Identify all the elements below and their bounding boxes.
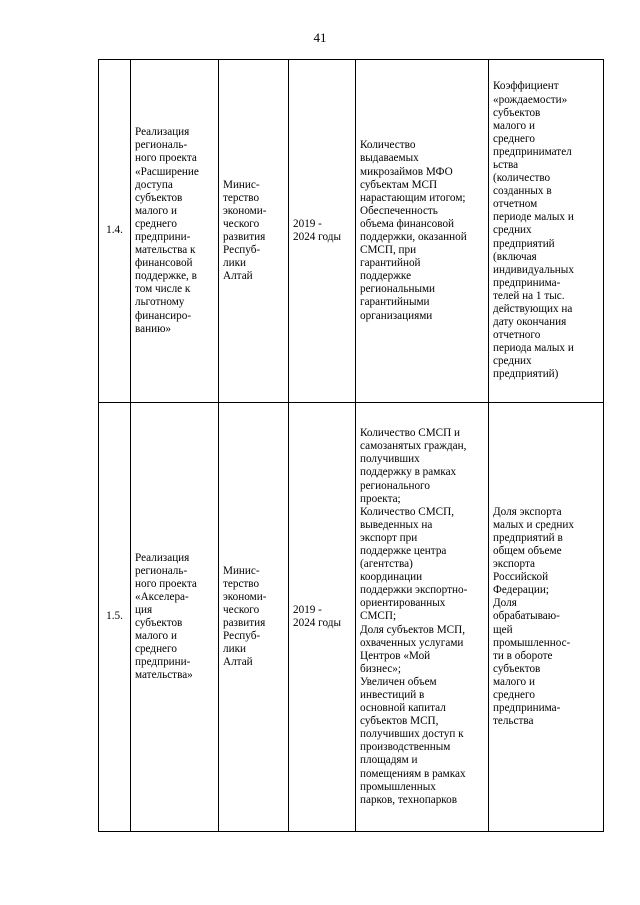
- indicator: Доля экспорта малых и средних предприятий в общем объеме экспорта Российской Федерации; Доля обрабатываю- щей промышленнос- ти в обороте субъектов малого и среднего предпринима- тельства: [489, 403, 604, 832]
- period: 2019 - 2024 годы: [289, 403, 356, 832]
- row-number: 1.4.: [99, 60, 131, 403]
- project-name: Реализация региональ- ного проекта «Расширение доступа субъектов малого и среднего предприни- мательства к финансовой поддержке, в том числе к льготному финансиро- ванию»: [131, 60, 219, 403]
- results: Количество выдаваемых микрозаймов МФО субъектам МСП нарастающим итогом; Обеспеченность объема финансовой поддержки, оказанной СМСП, при гарантийной поддержке региональными гарантийными организациями: [356, 60, 489, 403]
- indicator: Коэффициент «рождаемости» субъектов малого и среднего предпринимател ьства (количество созданных в отчетном периоде малых и средних предприятий (включая индивидуальных предпринима- телей на 1 тыс. действующих на дату окончания отчетного периода малых и средних предприятий): [489, 60, 604, 403]
- row-number: 1.5.: [99, 403, 131, 832]
- table-row: [99, 403, 604, 832]
- results: Количество СМСП и самозанятых граждан, получивших поддержку в рамках регионального проекта; Количество СМСП, выведенных на экспорт при поддержке центра (агентства) координации поддержки экспортно- ориентированных СМСП; Доля субъектов МСП, охваченных услугами Центров «Мой бизнес»; Увеличен объем инвестиций в основной капитал субъектов МСП, получивших доступ к производственным площадям и помещениям в рамках промышленных парков, технопарков: [356, 403, 489, 832]
- executor: Минис- терство экономи- ческого развития Респуб- лики Алтай: [219, 403, 289, 832]
- table-row: [99, 60, 604, 403]
- program-table: [98, 59, 604, 832]
- period: 2019 - 2024 годы: [289, 60, 356, 403]
- project-name: Реализация региональ- ного проекта «Акселера- ция субъектов малого и среднего предприни- мательства»: [131, 403, 219, 832]
- page-number: 41: [313, 30, 327, 45]
- executor: Минис- терство экономи- ческого развития Респуб- лики Алтай: [219, 60, 289, 403]
